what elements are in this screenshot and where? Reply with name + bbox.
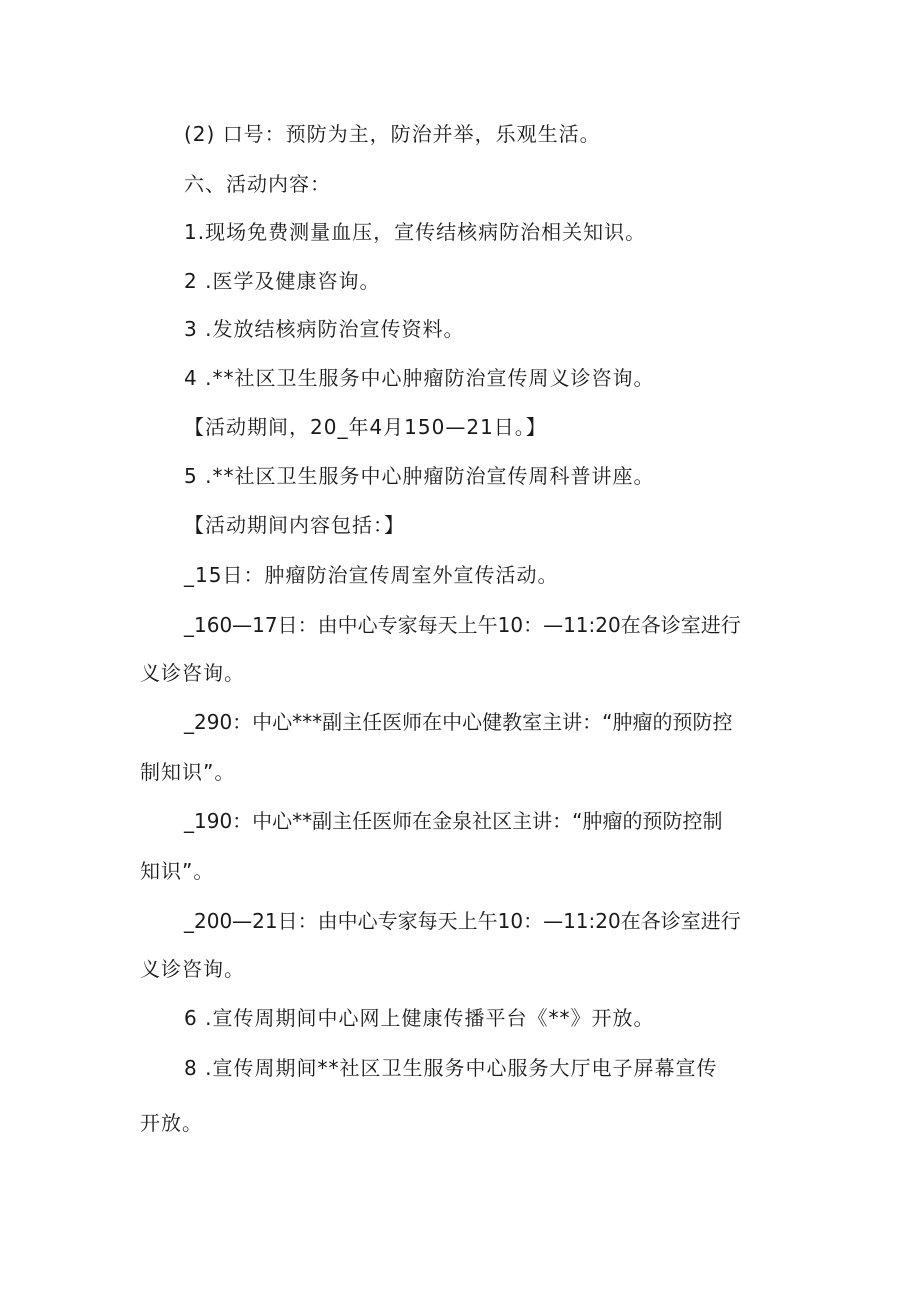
schedule-item-16-17: _160—17日：由中心专家每天上午10：—11:20在各诊室进行 — [184, 613, 741, 637]
list-item-6: 6 .宣传周期间中心网上健康传播平台《**》开放。 — [184, 1006, 655, 1030]
schedule-item-290-continued: 制知识”。 — [140, 760, 236, 784]
schedule-item-190-continued: 知识”。 — [140, 859, 215, 883]
schedule-item-200-21: _200—21日：由中心专家每天上午10：—11:20在各诊室进行 — [184, 909, 741, 933]
list-item-3: 3 .发放结核病防治宣传资料。 — [184, 317, 465, 341]
slogan-line: (2) 口号：预防为主，防治并举，乐观生活。 — [184, 122, 601, 146]
schedule-item-190: _190：中心**副主任医师在金泉社区主讲：“肿瘤的预防控制 — [184, 809, 723, 833]
schedule-item-15: _15日：肿瘤防治宣传周室外宣传活动。 — [184, 563, 559, 587]
schedule-item-16-17-continued: 义诊咨询。 — [140, 661, 245, 685]
schedule-item-200-21-continued: 义诊咨询。 — [140, 957, 245, 981]
list-item-1: 1.现场免费测量血压，宣传结核病防治相关知识。 — [184, 220, 647, 244]
activity-content-note: 【活动期间内容包括：】 — [184, 513, 405, 537]
list-item-4: 4 .**社区卫生服务中心肿瘤防治宣传周义诊咨询。 — [184, 366, 655, 390]
list-item-8: 8 .宣传周期间**社区卫生服务中心服务大厅电子屏幕宣传 — [184, 1056, 718, 1080]
activity-period-note: 【活动期间，20_年4月150—21日。】 — [184, 415, 547, 439]
list-item-5: 5 .**社区卫生服务中心肿瘤防治宣传周科普讲座。 — [184, 464, 655, 488]
schedule-item-290: _290：中心***副主任医师在中心健教室主讲：“肿瘤的预防控 — [184, 710, 733, 734]
list-item-8-continued: 开放。 — [140, 1111, 203, 1135]
section-heading-activity-content: 六、活动内容： — [184, 172, 331, 196]
list-item-2: 2 .医学及健康咨询。 — [184, 269, 381, 293]
